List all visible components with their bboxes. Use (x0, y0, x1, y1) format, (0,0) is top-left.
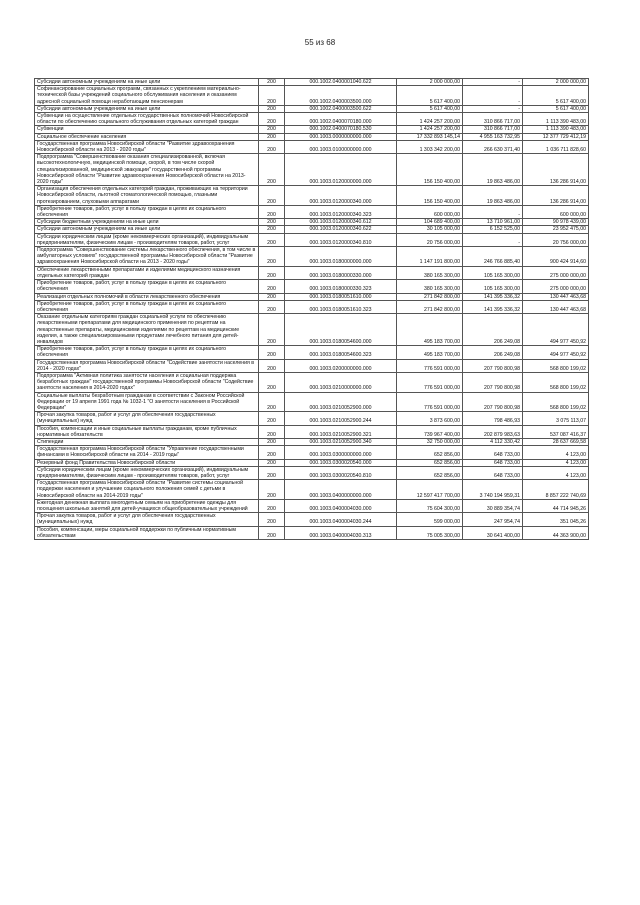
row-remaining-amount: 275 000 000,00 (523, 266, 589, 279)
row-approved-amount: 156 150 400,00 (397, 186, 463, 206)
row-executed-amount: - (463, 79, 523, 86)
row-budget-code: 000.1003.0180051610.323 (285, 300, 397, 313)
row-admin-code: 200 (259, 133, 285, 140)
row-remaining-amount: 8 857 222 740,69 (523, 480, 589, 500)
row-name: Приобретение товаров, работ, услуг в пользу граждан в целях их социального обеспечения (35, 280, 259, 293)
row-admin-code: 200 (259, 105, 285, 112)
table-row (35, 79, 589, 86)
row-name: Прочая закупка товаров, работ и услуг для обеспечения государственных (муниципальных) нужд (35, 513, 259, 526)
row-name: Субвенции на осуществление отдельных государственных полномочий Новосибирской области по обеспечению социального обслуживания отдельных категорий граждан (35, 113, 259, 126)
row-name: Оказание отдельным категориям граждан социальной услуги по обеспечению лекарственными препаратами для медицинского применения по рецептам на лекарственные препараты, медицинскими изделиями по рецептам на медицинские изделия, а также специализированными продуктами лечебного питания для детей-инвалидов (35, 314, 259, 346)
row-admin-code: 200 (259, 205, 285, 218)
row-admin-code: 200 (259, 372, 285, 392)
row-executed-amount: 105 165 300,00 (463, 280, 523, 293)
row-budget-code: 000.1002.0400070180.000 (285, 113, 397, 126)
row-name: Приобретение товаров, работ, услуг в пользу граждан в целях их социального обеспечения (35, 205, 259, 218)
row-remaining-amount: 600 000,00 (523, 205, 589, 218)
row-budget-code: 000.1003.0210052900.000 (285, 392, 397, 412)
row-approved-amount: 1 424 257 200,00 (397, 113, 463, 126)
row-approved-amount: 5 617 400,00 (397, 86, 463, 106)
table-row (35, 438, 589, 445)
row-admin-code: 200 (259, 186, 285, 206)
row-approved-amount: 17 332 893 145,14 (397, 133, 463, 140)
row-budget-code: 000.1003.0180051610.000 (285, 293, 397, 300)
row-name: Субсидии юридическим лицам (кроме некоммерческих организаций), индивидуальным предпринимателям, физическим лицам - производителям товаров, работ, услуг (35, 466, 259, 479)
row-executed-amount: 648 733,00 (463, 466, 523, 479)
row-budget-code: 000.1003.0120000000.000 (285, 154, 397, 186)
row-approved-amount: 271 842 800,00 (397, 293, 463, 300)
row-admin-code: 200 (259, 154, 285, 186)
row-approved-amount: 156 150 400,00 (397, 154, 463, 186)
row-remaining-amount: 23 952 475,00 (523, 226, 589, 233)
row-executed-amount: 207 790 800,98 (463, 359, 523, 372)
row-remaining-amount: 494 977 450,92 (523, 346, 589, 359)
row-remaining-amount: 4 123,00 (523, 459, 589, 466)
row-admin-code: 200 (259, 425, 285, 438)
row-name: Реализация отдельных полномочий в области лекарственного обеспечения (35, 293, 259, 300)
row-approved-amount: 75 604 300,00 (397, 499, 463, 512)
row-executed-amount: 3 740 194 959,31 (463, 480, 523, 500)
row-name: Организация обеспечения отдельных категорий граждан, проживающих на территории Новосибирской области, льготной стоматологической помощью, глазными протезированием, слуховыми аппаратами (35, 186, 259, 206)
row-name: Пособия, компенсации и иные социальные выплаты гражданам, кроме публичных нормативных обязательств (35, 425, 259, 438)
table-row (35, 133, 589, 140)
row-budget-code: 000.1003.0210052900.340 (285, 438, 397, 445)
row-budget-code: 000.1003.0180054600.323 (285, 346, 397, 359)
row-remaining-amount: 568 800 199,02 (523, 359, 589, 372)
row-name: Субсидии автономным учреждениям на иные цели (35, 105, 259, 112)
row-remaining-amount: 1 036 711 828,60 (523, 140, 589, 153)
row-name: Субвенции (35, 126, 259, 133)
row-approved-amount: 32 750 000,00 (397, 438, 463, 445)
row-budget-code: 000.1003.0400004030.244 (285, 513, 397, 526)
row-executed-amount: 19 863 486,00 (463, 186, 523, 206)
row-remaining-amount: 5 617 400,00 (523, 86, 589, 106)
page-number: 55 из 68 (304, 38, 336, 47)
row-approved-amount: 104 689 400,00 (397, 219, 463, 226)
row-admin-code: 200 (259, 126, 285, 133)
row-executed-amount: 105 165 300,00 (463, 266, 523, 279)
row-name: Подпрограмма "Совершенствование системы лекарственного обеспечения, в том числе в амбулаторных условиях" государственной программы Новосибирской области "Развитие здравоохранения Новосибирской области на 2013 - 2020 годы" (35, 247, 259, 267)
row-remaining-amount: 136 286 914,00 (523, 154, 589, 186)
row-name: Субсидии автономным учреждениям на иные цели (35, 226, 259, 233)
row-budget-code: 000.1003.0210000000.000 (285, 372, 397, 392)
row-budget-code: 000.1002.0400003500.622 (285, 105, 397, 112)
row-remaining-amount: 900 424 914,60 (523, 247, 589, 267)
row-budget-code: 000.1003.0400004030.000 (285, 499, 397, 512)
row-approved-amount: 776 591 000,00 (397, 392, 463, 412)
table-row (35, 126, 589, 133)
row-approved-amount: 271 842 800,00 (397, 300, 463, 313)
row-admin-code: 200 (259, 219, 285, 226)
row-budget-code: 000.1003.0180054600.000 (285, 314, 397, 346)
row-admin-code: 200 (259, 446, 285, 459)
row-name: Государственная программа Новосибирской области "Содействие занятости населения в 2014 - 2020 годах" (35, 359, 259, 372)
row-budget-code: 000.1003.0180000000.000 (285, 247, 397, 267)
row-name: Приобретение товаров, работ, услуг в пользу граждан в целях их социального обеспечения (35, 300, 259, 313)
row-approved-amount: 739 967 400,00 (397, 425, 463, 438)
budget-table (34, 78, 589, 540)
row-name: Софинансирование социальных программ, связанных с укреплением материально-технической базы учреждений социального обслуживания населения и оказанием адресной социальной помощи неработающим пенсионерам (35, 86, 259, 106)
row-approved-amount: 12 597 417 700,00 (397, 480, 463, 500)
row-executed-amount: 19 863 486,00 (463, 154, 523, 186)
table-row (35, 154, 589, 186)
row-remaining-amount: 5 617 400,00 (523, 105, 589, 112)
row-budget-code: 000.1002.0400070180.530 (285, 126, 397, 133)
row-remaining-amount: 568 800 199,02 (523, 372, 589, 392)
table-row (35, 346, 589, 359)
table-row (35, 480, 589, 500)
table-row (35, 359, 589, 372)
row-budget-code: 000.1002.0400001040.622 (285, 79, 397, 86)
row-name: Подпрограмма "Активная политика занятости населения и социальная поддержка безработных граждан" государственной программы Новосибирской области "Содействие занятости населения в 2014-2020 годах" (35, 372, 259, 392)
row-name: Прочая закупка товаров, работ и услуг для обеспечения государственных (муниципальных) нужд (35, 412, 259, 425)
table-row (35, 86, 589, 106)
row-budget-code: 000.1003.0000000000.000 (285, 133, 397, 140)
row-admin-code: 200 (259, 293, 285, 300)
row-admin-code: 200 (259, 233, 285, 246)
row-budget-code: 000.1003.0210052900.321 (285, 425, 397, 438)
table-row (35, 372, 589, 392)
table-row (35, 499, 589, 512)
row-approved-amount: 75 005 300,00 (397, 526, 463, 539)
row-budget-code: 000.1003.0300020540.810 (285, 466, 397, 479)
row-approved-amount: 1 424 257 200,00 (397, 126, 463, 133)
row-admin-code: 200 (259, 266, 285, 279)
row-approved-amount: 495 183 700,00 (397, 314, 463, 346)
row-remaining-amount: 2 000 000,00 (523, 79, 589, 86)
row-approved-amount: 380 165 300,00 (397, 280, 463, 293)
row-budget-code: 000.1003.0180000330.000 (285, 266, 397, 279)
row-executed-amount: 246 766 885,40 (463, 247, 523, 267)
row-approved-amount: 380 165 300,00 (397, 266, 463, 279)
table-row (35, 425, 589, 438)
row-remaining-amount: 20 756 000,00 (523, 233, 589, 246)
row-approved-amount: 30 105 000,00 (397, 226, 463, 233)
row-remaining-amount: 4 123,00 (523, 466, 589, 479)
row-executed-amount: 648 733,00 (463, 446, 523, 459)
row-approved-amount: 20 756 000,00 (397, 233, 463, 246)
row-admin-code: 200 (259, 438, 285, 445)
row-approved-amount: 600 000,00 (397, 205, 463, 218)
row-executed-amount: 207 790 800,98 (463, 372, 523, 392)
table-row (35, 105, 589, 112)
row-executed-amount: 30 641 400,00 (463, 526, 523, 539)
table-row (35, 466, 589, 479)
row-admin-code: 200 (259, 526, 285, 539)
table-row (35, 113, 589, 126)
row-budget-code: 000.1003.0120000340.612 (285, 219, 397, 226)
row-admin-code: 200 (259, 247, 285, 267)
row-admin-code: 200 (259, 466, 285, 479)
row-name: Государственная программа Новосибирской области "Развитие здравоохранения Новосибирской области на 2013 - 2020 годы" (35, 140, 259, 153)
row-approved-amount: 1 147 191 800,00 (397, 247, 463, 267)
row-approved-amount: 1 303 342 200,00 (397, 140, 463, 153)
row-admin-code: 200 (259, 140, 285, 153)
row-budget-code: 000.1003.0180000330.323 (285, 280, 397, 293)
table-row (35, 300, 589, 313)
table-row (35, 293, 589, 300)
row-remaining-amount: 537 087 416,37 (523, 425, 589, 438)
row-approved-amount: 5 617 400,00 (397, 105, 463, 112)
row-admin-code: 200 (259, 280, 285, 293)
row-budget-code: 000.1003.0120000340.810 (285, 233, 397, 246)
row-executed-amount: 247 954,74 (463, 513, 523, 526)
row-name: Обеспечение лекарственными препаратами и изделиями медицинского назначения отдельных категорий граждан (35, 266, 259, 279)
row-admin-code: 200 (259, 300, 285, 313)
row-budget-code: 000.1003.0400004030.313 (285, 526, 397, 539)
row-admin-code: 200 (259, 513, 285, 526)
row-budget-code: 000.1003.0100000000.000 (285, 140, 397, 153)
row-name: Государственная программа Новосибирской области "Управление государственными финансами в Новосибирской области на 2014 - 2019 годы" (35, 446, 259, 459)
row-executed-amount: 6 152 525,00 (463, 226, 523, 233)
table-row (35, 266, 589, 279)
row-remaining-amount: 44 363 900,00 (523, 526, 589, 539)
row-executed-amount: 206 249,08 (463, 346, 523, 359)
row-name: Субсидии юридическим лицам (кроме некоммерческих организаций), индивидуальным предпринимателям, физическим лицам - производителям товаров, работ, услуг (35, 233, 259, 246)
row-remaining-amount: 275 000 000,00 (523, 280, 589, 293)
row-executed-amount: 798 486,93 (463, 412, 523, 425)
table-row (35, 526, 589, 539)
row-approved-amount: 2 000 000,00 (397, 79, 463, 86)
row-admin-code: 200 (259, 480, 285, 500)
row-remaining-amount: 44 714 945,26 (523, 499, 589, 512)
row-remaining-amount: 90 978 439,00 (523, 219, 589, 226)
table-row (35, 392, 589, 412)
row-remaining-amount: 12 377 729 412,19 (523, 133, 589, 140)
row-executed-amount: 202 879 983,63 (463, 425, 523, 438)
table-row (35, 280, 589, 293)
row-approved-amount: 776 591 000,00 (397, 372, 463, 392)
table-row (35, 205, 589, 218)
row-approved-amount: 495 183 700,00 (397, 346, 463, 359)
row-name: Пособия, компенсации, меры социальной поддержки по публичным нормативным обязательствам (35, 526, 259, 539)
row-approved-amount: 599 000,00 (397, 513, 463, 526)
row-admin-code: 200 (259, 314, 285, 346)
row-remaining-amount: 351 045,26 (523, 513, 589, 526)
row-name: Резервный фонд Правительства Новосибирской области (35, 459, 259, 466)
row-name: Социальные выплаты безработным гражданам в соответствии с Законом Российской Федерации от 19 апреля 1991 года № 1032-1 "О занятости населения в Российской Федерации" (35, 392, 259, 412)
row-remaining-amount: 130 447 463,68 (523, 300, 589, 313)
row-admin-code: 200 (259, 392, 285, 412)
row-name: Подпрограмма "Совершенствование оказания специализированной, включая высокотехнологичную, медицинской помощи, скорой, в том числе скорой специализированной, медицинской эвакуации" государственной программы Новосибирской области "Развитие здравоохранения Новосибирской области на 2013-2020 годы" (35, 154, 259, 186)
row-remaining-amount: 494 977 450,92 (523, 314, 589, 346)
row-budget-code: 000.1003.0120000340.622 (285, 226, 397, 233)
row-name: Субсидии бюджетным учреждениям на иные цели (35, 219, 259, 226)
row-admin-code: 200 (259, 226, 285, 233)
row-approved-amount: 776 591 000,00 (397, 359, 463, 372)
row-executed-amount: 13 710 961,00 (463, 219, 523, 226)
table-row (35, 233, 589, 246)
table-row (35, 446, 589, 459)
row-approved-amount: 652 856,00 (397, 446, 463, 459)
row-admin-code: 200 (259, 499, 285, 512)
row-executed-amount: 141 395 336,32 (463, 300, 523, 313)
row-executed-amount: 141 395 336,32 (463, 293, 523, 300)
row-budget-code: 000.1003.0120000340.000 (285, 186, 397, 206)
row-approved-amount: 652 856,00 (397, 466, 463, 479)
table-row (35, 513, 589, 526)
row-name: Социальное обеспечение населения (35, 133, 259, 140)
row-budget-code: 000.1003.0210052900.244 (285, 412, 397, 425)
row-admin-code: 200 (259, 359, 285, 372)
row-executed-amount: 207 790 800,98 (463, 392, 523, 412)
row-executed-amount: - (463, 233, 523, 246)
table-row (35, 226, 589, 233)
row-executed-amount: 30 889 354,74 (463, 499, 523, 512)
row-remaining-amount: 1 113 390 483,00 (523, 126, 589, 133)
row-name: Стипендии (35, 438, 259, 445)
table-row (35, 459, 589, 466)
row-executed-amount: 4 112 330,42 (463, 438, 523, 445)
row-executed-amount: 266 630 371,40 (463, 140, 523, 153)
row-admin-code: 200 (259, 113, 285, 126)
row-budget-code: 000.1003.0300000000.000 (285, 446, 397, 459)
row-budget-code: 000.1002.0400003500.000 (285, 86, 397, 106)
row-approved-amount: 3 873 600,00 (397, 412, 463, 425)
row-name: Ежегодная денежная выплата многодетным семьям на приобретение одежды для посещения школьных занятий для детей-учащихся общеобразовательных учреждений (35, 499, 259, 512)
row-executed-amount: 206 249,08 (463, 314, 523, 346)
row-budget-code: 000.1003.0400000000.000 (285, 480, 397, 500)
row-remaining-amount: 130 447 463,68 (523, 293, 589, 300)
row-approved-amount: 652 856,00 (397, 459, 463, 466)
row-executed-amount: 648 733,00 (463, 459, 523, 466)
row-executed-amount: 4 955 163 732,95 (463, 133, 523, 140)
row-admin-code: 200 (259, 346, 285, 359)
row-remaining-amount: 28 637 669,58 (523, 438, 589, 445)
row-executed-amount: - (463, 205, 523, 218)
row-admin-code: 200 (259, 86, 285, 106)
table-row (35, 140, 589, 153)
row-budget-code: 000.1003.0120000340.323 (285, 205, 397, 218)
row-name: Приобретение товаров, работ, услуг в пользу граждан в целях их социального обеспечения (35, 346, 259, 359)
table-row (35, 247, 589, 267)
row-remaining-amount: 568 800 199,02 (523, 392, 589, 412)
budget-table-body (35, 79, 589, 540)
table-row (35, 219, 589, 226)
row-budget-code: 000.1003.0200000000.000 (285, 359, 397, 372)
table-row (35, 314, 589, 346)
row-executed-amount: 310 866 717,00 (463, 126, 523, 133)
row-admin-code: 200 (259, 459, 285, 466)
row-remaining-amount: 136 286 914,00 (523, 186, 589, 206)
row-remaining-amount: 3 075 113,07 (523, 412, 589, 425)
row-admin-code: 200 (259, 79, 285, 86)
row-executed-amount: 310 866 717,00 (463, 113, 523, 126)
row-executed-amount: - (463, 105, 523, 112)
table-row (35, 412, 589, 425)
row-budget-code: 000.1003.0300020540.000 (285, 459, 397, 466)
row-remaining-amount: 4 123,00 (523, 446, 589, 459)
row-remaining-amount: 1 113 390 483,00 (523, 113, 589, 126)
row-name: Государственная программа Новосибирской области "Развитие системы социальной поддержки населения и улучшение социального положения семей с детьми в Новосибирской области на 2014-2019 годы" (35, 480, 259, 500)
row-admin-code: 200 (259, 412, 285, 425)
row-executed-amount: - (463, 86, 523, 106)
table-row (35, 186, 589, 206)
row-name: Субсидии автономным учреждениям на иные цели (35, 79, 259, 86)
